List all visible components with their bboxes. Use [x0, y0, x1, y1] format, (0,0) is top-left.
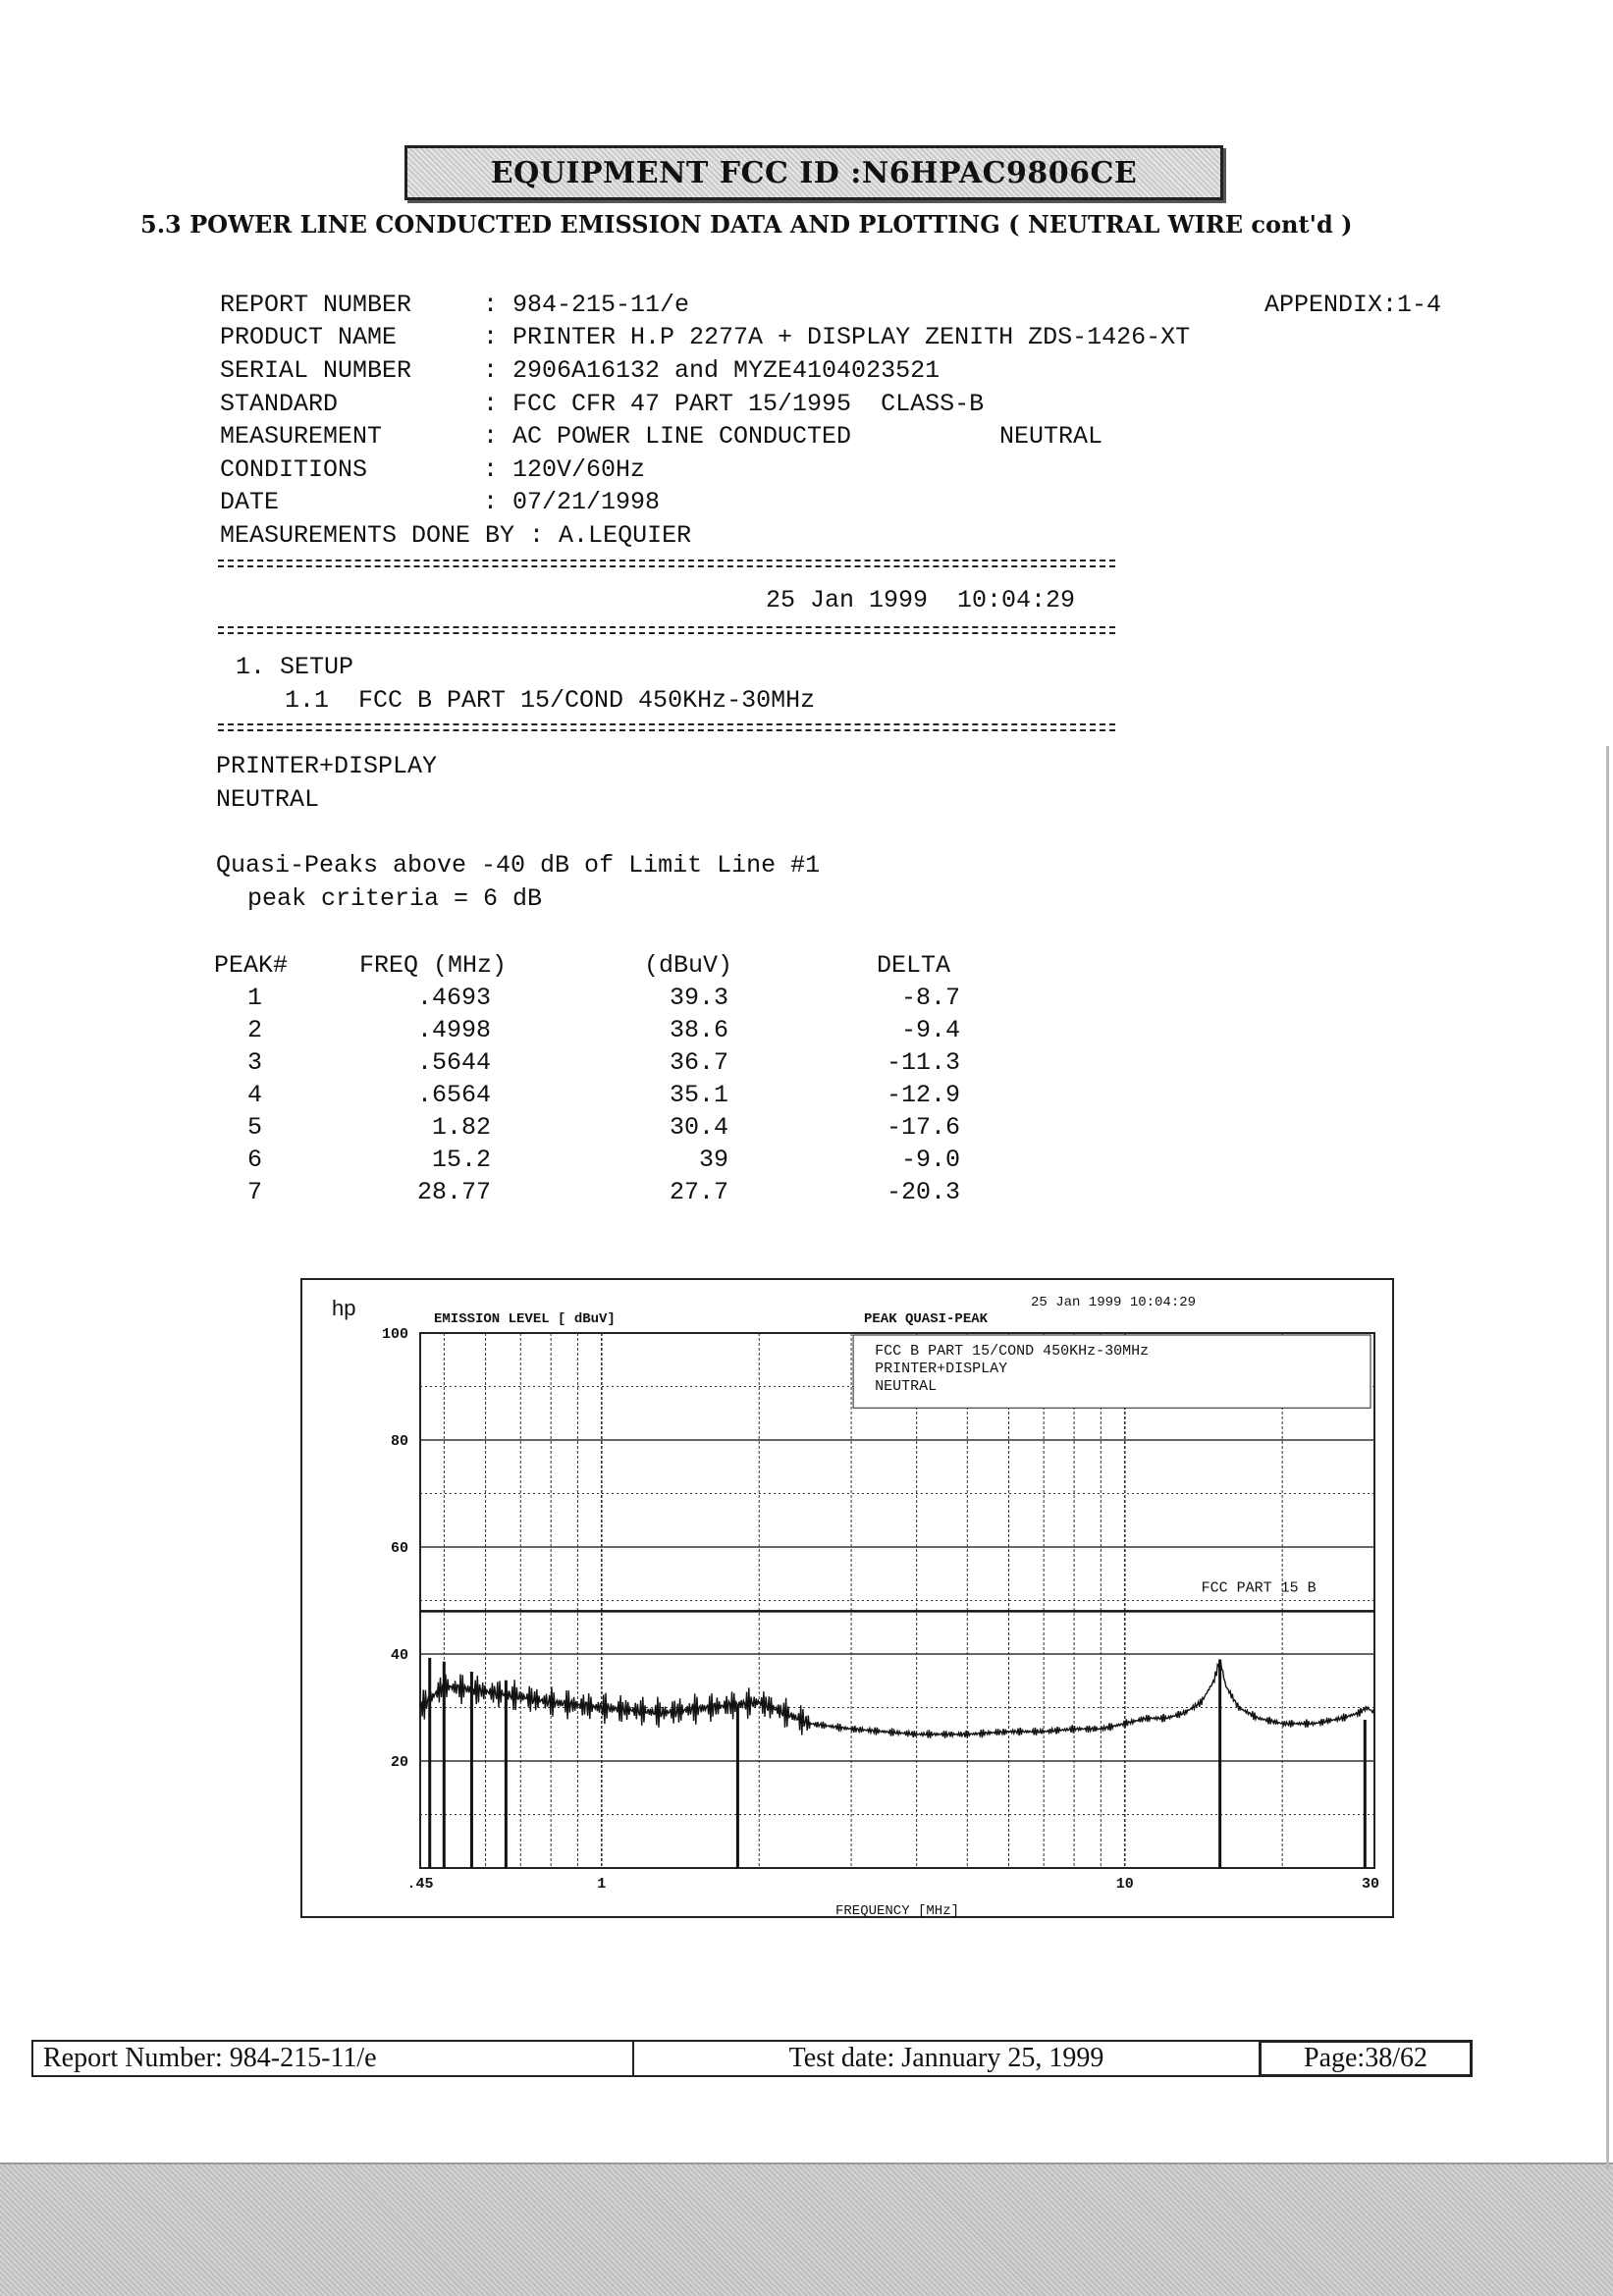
- col-level-header: (dBuV): [644, 951, 733, 980]
- plot-title: EMISSION LEVEL [ dBuV]: [434, 1311, 616, 1327]
- config-device: PRINTER+DISPLAY: [216, 752, 438, 780]
- peak-freq-cell: 15.2: [431, 1146, 491, 1174]
- emission-trace: [420, 1660, 1374, 1737]
- footer: [31, 2040, 1473, 2077]
- standard-label: STANDARD: [220, 390, 339, 418]
- legend-line: PRINTER+DISPLAY: [875, 1361, 1008, 1377]
- peak-n-cell: 4: [247, 1081, 263, 1109]
- footer-page: Page:38/62: [1259, 2040, 1473, 2077]
- conditions-label: CONDITIONS: [220, 455, 368, 484]
- col-delta-header: DELTA: [877, 951, 951, 980]
- peak-delta-cell: -20.3: [886, 1178, 960, 1206]
- standard-value: : FCC CFR 47 PART 15/1995 CLASS-B: [483, 390, 985, 418]
- peak-delta-cell: -17.6: [886, 1113, 960, 1142]
- y-tick-label: 20: [390, 1754, 408, 1771]
- peak-delta-cell: -11.3: [886, 1048, 960, 1077]
- x-tick-label: 10: [1115, 1876, 1134, 1893]
- y-tick-label: 100: [381, 1326, 408, 1343]
- peak-freq-cell: 28.77: [416, 1178, 491, 1206]
- setup-detail: 1.1 FCC B PART 15/COND 450KHz-30MHz: [285, 686, 816, 715]
- footer-report-number: Report Number: 984-215-11/e: [31, 2040, 632, 2077]
- measurement-label: MEASUREMENT: [220, 422, 383, 451]
- legend-line: FCC B PART 15/COND 450KHz-30MHz: [875, 1343, 1150, 1360]
- peak-delta-cell: -9.4: [900, 1016, 960, 1044]
- measurement-value: : AC POWER LINE CONDUCTED: [483, 422, 852, 451]
- plot-timestamp: 25 Jan 1999 10:04:29: [1031, 1295, 1197, 1310]
- x-tick-label: 30: [1361, 1876, 1380, 1893]
- plot-mode: PEAK QUASI-PEAK: [864, 1311, 989, 1327]
- setup-heading: 1. SETUP: [236, 653, 354, 681]
- date-label: DATE: [220, 488, 280, 516]
- report-number-value: : 984-215-11/e: [483, 291, 690, 319]
- config-wire: NEUTRAL: [216, 785, 320, 814]
- peak-n-cell: 6: [247, 1146, 263, 1174]
- hp-logo: hp: [332, 1296, 356, 1320]
- peak-level-cell: 38.6: [669, 1016, 728, 1044]
- peak-level-cell: 39.3: [669, 984, 728, 1012]
- banner-text: EQUIPMENT FCC ID :N6HPAC9806CE: [490, 155, 1138, 190]
- peak-freq-cell: .5644: [416, 1048, 491, 1077]
- date-value: : 07/21/1998: [483, 488, 661, 516]
- section-heading: 5.3 POWER LINE CONDUCTED EMISSION DATA AND PLOTTING ( NEUTRAL WIRE cont'd ): [140, 210, 1353, 239]
- peak-delta-cell: -9.0: [900, 1146, 960, 1174]
- peak-delta-cell: -12.9: [886, 1081, 960, 1109]
- peak-n-cell: 7: [247, 1178, 263, 1206]
- conditions-value: : 120V/60Hz: [483, 455, 646, 484]
- peaks-title: Quasi-Peaks above -40 dB of Limit Line #1: [216, 851, 821, 880]
- x-axis-label: FREQUENCY [MHz]: [834, 1903, 960, 1919]
- limit-line-label: FCC PART 15 B: [1201, 1579, 1317, 1597]
- peak-n-cell: 1: [247, 984, 263, 1012]
- measured-by: MEASUREMENTS DONE BY : A.LEQUIER: [220, 521, 692, 550]
- serial-number-value: : 2906A16132 and MYZE4104023521: [483, 356, 941, 385]
- peak-n-cell: 5: [247, 1113, 263, 1142]
- y-tick-label: 80: [390, 1433, 408, 1450]
- measurement-wire: NEUTRAL: [999, 422, 1103, 451]
- appendix-label: APPENDIX:1-4: [1264, 291, 1442, 319]
- footer-test-date: Test date: Jannuary 25, 1999: [632, 2040, 1259, 2077]
- x-tick-label: 1: [597, 1876, 607, 1893]
- peak-n-cell: 2: [247, 1016, 263, 1044]
- legend-line: NEUTRAL: [875, 1378, 938, 1395]
- peak-freq-cell: 1.82: [431, 1113, 491, 1142]
- peak-level-cell: 36.7: [669, 1048, 728, 1077]
- peak-level-cell: 39: [698, 1146, 728, 1174]
- peak-freq-cell: .4998: [416, 1016, 491, 1044]
- col-freq-header: FREQ (MHz): [359, 951, 508, 980]
- product-name-value: : PRINTER H.P 2277A + DISPLAY ZENITH ZDS-1426-XT: [483, 323, 1191, 351]
- report-number-label: REPORT NUMBER: [220, 291, 412, 319]
- peak-freq-cell: .4693: [416, 984, 491, 1012]
- serial-number-label: SERIAL NUMBER: [220, 356, 412, 385]
- peak-criteria: peak criteria = 6 dB: [247, 884, 543, 913]
- peak-delta-cell: -8.7: [900, 984, 960, 1012]
- y-tick-label: 60: [390, 1540, 408, 1557]
- report-timestamp: 25 Jan 1999 10:04:29: [766, 586, 1076, 614]
- peak-freq-cell: .6564: [416, 1081, 491, 1109]
- y-tick-label: 40: [390, 1647, 408, 1664]
- product-name-label: PRODUCT NAME: [220, 323, 398, 351]
- peak-level-cell: 27.7: [669, 1178, 728, 1206]
- peak-level-cell: 30.4: [669, 1113, 728, 1142]
- peak-n-cell: 3: [247, 1048, 263, 1077]
- x-tick-label: .45: [406, 1876, 434, 1893]
- col-peak-header: PEAK#: [214, 951, 289, 980]
- peak-level-cell: 35.1: [669, 1081, 728, 1109]
